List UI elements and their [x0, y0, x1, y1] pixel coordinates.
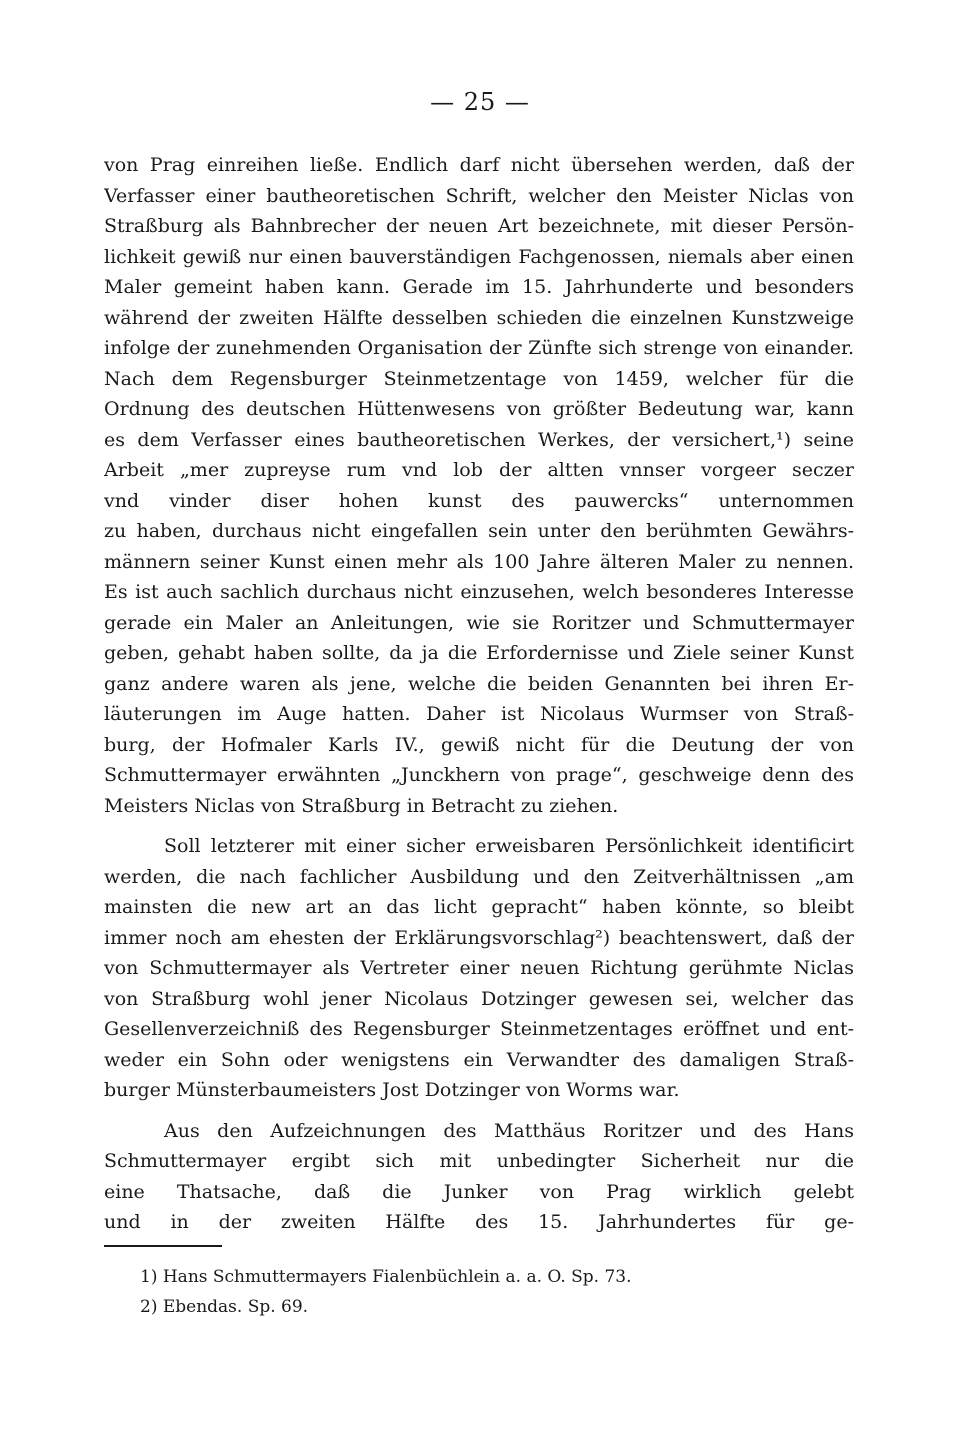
footnotes: [140, 1262, 840, 1322]
text-line: ganz andere waren als jene, welche die beiden Genannten bei ihren Er-: [104, 672, 854, 695]
text-line: männern seiner Kunst einen mehr als 100 Jahre älteren Maler zu nennen.: [104, 550, 854, 573]
text-line: es dem Verfasser eines bautheoretischen Werkes, der versichert,¹) seine: [104, 428, 854, 451]
text-line: von Prag einreihen ließe. Endlich darf nicht übersehen werden, daß der: [104, 154, 854, 176]
text-line: Straßburg als Bahnbrecher der neuen Art bezeichnete, mit dieser Persön-: [104, 215, 854, 237]
text-line: lichkeit gewiß nur einen bauverständigen Fachgenossen, niemals aber einen: [104, 245, 854, 268]
text-line: Verfasser einer bautheoretischen Schrift, welcher den Meister Niclas von: [104, 184, 854, 207]
paragraph: [104, 1116, 854, 1238]
text-line: Gesellenverzeichniß des Regensburger Steinmetzentages eröffnet und ent-: [104, 1018, 854, 1040]
footnote: 1) Hans Schmuttermayers Fialenbüchlein a. a. O. Sp. 73.: [140, 1267, 632, 1287]
footnote: 2) Ebendas. Sp. 69.: [140, 1297, 309, 1317]
text-line: burg, der Hofmaler Karls IV., gewiß nicht für die Deutung der von: [104, 733, 854, 756]
footnote-divider: [104, 1245, 222, 1247]
text-line: geben, gehabt haben sollte, da ja die Erfordernisse und Ziele seiner Kunst: [104, 642, 854, 664]
text-line: zu haben, durchaus nicht eingefallen sein unter den berühmten Gewährs-: [104, 520, 854, 542]
text-line: Nach dem Regensburger Steinmetzentage von 1459, welcher für die: [104, 367, 854, 390]
text-line: burger Münsterbaumeisters Jost Dotzinger von Worms war.: [104, 1079, 680, 1101]
text-line: Meisters Niclas von Straßburg in Betracht zu ziehen.: [104, 794, 619, 817]
paragraph: [104, 831, 854, 1106]
text-line: Es ist auch sachlich durchaus nicht einzusehen, welch besonderes Interesse: [104, 581, 854, 603]
text-line: von Schmuttermayer als Vertreter einer neuen Richtung gerühmte Niclas: [104, 957, 854, 979]
text-line: gerade ein Maler an Anleitungen, wie sie Roritzer und Schmuttermayer: [104, 611, 854, 634]
text-line: während der zweiten Hälfte desselben schieden die einzelnen Kunstzweige: [104, 306, 854, 329]
text-line: werden, die nach fachlicher Ausbildung und den Zeitverhältnissen „am: [104, 865, 854, 888]
text-line: von Straßburg wohl jener Nicolaus Dotzinger gewesen sei, welcher das: [104, 987, 854, 1010]
text-line: Arbeit „mer zupreyse rum vnd lob der altten vnnser vorgeer seczer: [104, 459, 854, 481]
text-line: infolge der zunehmenden Organisation der Zünfte sich strenge von einander.: [104, 337, 854, 359]
text-line: mainsten die new art an das licht gepracht“ haben könnte, so bleibt: [104, 896, 854, 918]
text-line: Soll letzterer mit einer sicher erweisbaren Persönlichkeit identificirt: [164, 835, 854, 857]
text-line: Schmuttermayer erwähnten „Junckhern von prage“, geschweige denn des: [104, 764, 854, 786]
text-line: vnd vinder diser hohen kunst des pauwercks“ unternommen: [104, 489, 854, 512]
text-line: weder ein Sohn oder wenigstens ein Verwandter des damaligen Straß-: [104, 1048, 854, 1071]
body-text: [104, 150, 854, 1238]
paragraph: [104, 150, 854, 821]
text-line: immer noch am ehesten der Erklärungsvorschlag²) beachtenswert, daß der: [104, 926, 854, 949]
text-line: Maler gemeint haben kann. Gerade im 15. Jahrhunderte und besonders: [104, 276, 854, 298]
text-line: eine Thatsache, daß die Junker von Prag wirklich gelebt: [104, 1180, 854, 1203]
text-line: läuterungen im Auge hatten. Daher ist Nicolaus Wurmser von Straß-: [104, 703, 854, 725]
text-line: Schmuttermayer ergibt sich mit unbedingter Sicherheit nur die: [104, 1150, 854, 1172]
text-line: Aus den Aufzeichnungen des Matthäus Roritzer und des Hans: [164, 1119, 854, 1142]
text-line: Ordnung des deutschen Hüttenwesens von größter Bedeutung war, kann: [104, 398, 854, 420]
text-line: und in der zweiten Hälfte des 15. Jahrhundertes für ge-: [104, 1211, 854, 1233]
page-number: — 25 —: [430, 88, 530, 116]
